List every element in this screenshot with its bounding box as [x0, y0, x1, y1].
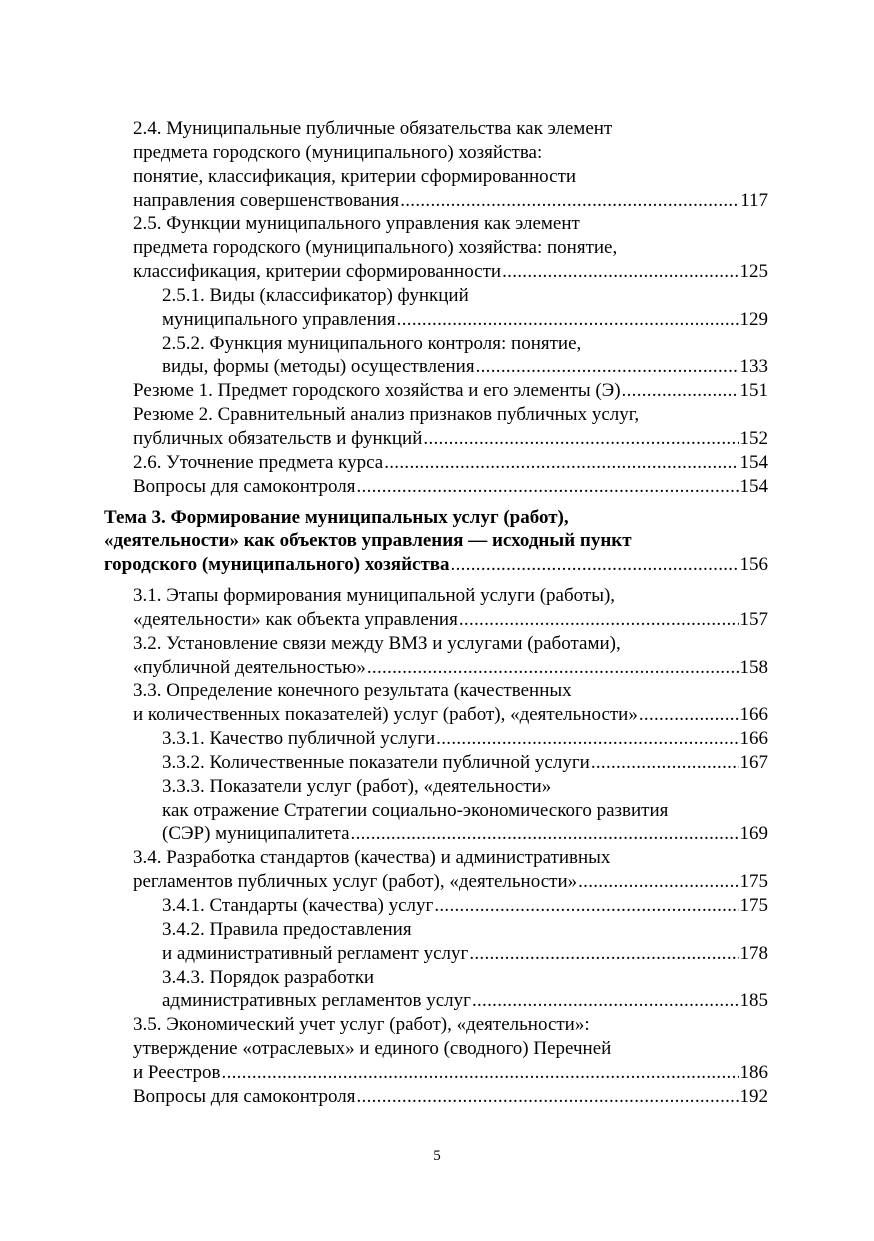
- toc-entry-line: административных регламентов услуг: [162, 990, 471, 1012]
- toc-entry-line: 3.1. Этапы формирования муниципальной услуги (работы),: [133, 585, 616, 607]
- dot-leader: [436, 727, 738, 751]
- toc-entry-line: и Реестров: [133, 1061, 221, 1083]
- dot-leader: [367, 656, 739, 680]
- toc-entry-last-line: [162, 989, 768, 1013]
- toc-entry-last-line: [162, 822, 768, 846]
- toc-entry-last-line: [162, 355, 768, 379]
- toc-entry-line: предмета городского (муниципального) хозяйства:: [133, 141, 543, 163]
- dot-leader: [423, 427, 738, 451]
- toc-page-number: 169: [739, 823, 768, 845]
- toc-entry-line: 2.5. Функции муниципального управления как элемент: [133, 213, 580, 235]
- dot-leader: [469, 942, 738, 966]
- toc-entry-last-line: [133, 608, 768, 632]
- dot-leader: [502, 260, 738, 284]
- toc-page-number: 158: [739, 656, 768, 678]
- toc-page-number: 185: [739, 990, 768, 1012]
- dot-leader: [222, 1061, 739, 1085]
- toc-page-number: 192: [739, 1085, 768, 1107]
- toc-page-number: 166: [739, 728, 768, 750]
- toc-entry-last-line: [162, 308, 768, 332]
- toc-entry-line: 3.2. Установление связи между ВМЗ и услугами (работами),: [133, 632, 621, 654]
- toc-entry: [162, 284, 768, 332]
- dot-leader: [639, 703, 739, 727]
- toc-entry: [133, 403, 768, 451]
- toc-entry-line: направления совершенствования: [133, 189, 400, 211]
- dot-leader: [622, 379, 739, 403]
- toc-page-number: 117: [740, 189, 768, 211]
- toc-entry-last-line: [133, 260, 768, 284]
- dot-leader: [591, 751, 739, 775]
- toc-entry-line: 2.5.2. Функция муниципального контроля: понятие,: [162, 332, 582, 354]
- toc-entry: [133, 846, 768, 894]
- toc-entry-line: предмета городского (муниципального) хозяйства: понятие,: [133, 237, 618, 259]
- toc-entry: [162, 775, 768, 847]
- dot-leader: [472, 989, 739, 1013]
- toc-entry: [133, 1013, 768, 1085]
- toc-page-number: 157: [739, 608, 768, 630]
- toc-entry-last-line: [133, 451, 768, 475]
- toc-entry-last-line: [133, 379, 768, 403]
- dot-leader: [356, 1085, 738, 1109]
- toc-entry-line: 3.4.1. Стандарты (качества) услуг: [162, 895, 434, 916]
- toc-entry: [162, 751, 768, 775]
- toc-page-number: 186: [739, 1061, 768, 1083]
- toc-page-number: 125: [739, 261, 768, 283]
- dot-leader: [459, 608, 739, 632]
- toc-entry-last-line: [133, 870, 768, 894]
- toc-entry: [133, 1085, 768, 1109]
- toc-page-number: 133: [739, 356, 768, 378]
- toc-entry-line: 3.3. Определение конечного результата (качественных: [133, 680, 572, 702]
- toc-page-number: 178: [739, 942, 768, 964]
- toc-page-number: 175: [739, 871, 768, 893]
- toc-entry: [162, 966, 768, 1014]
- toc-entry: [133, 379, 768, 403]
- toc-entry: [133, 584, 768, 632]
- toc-page-number: 166: [739, 704, 768, 726]
- toc-entry-line: классификация, критерии сформированности: [133, 261, 502, 283]
- dot-leader: [434, 894, 738, 918]
- toc-entry-line: 3.4.2. Правила предоставления: [162, 918, 412, 940]
- toc-entry-line: Резюме 1. Предмет городского хозяйства и его элементы (Э): [133, 380, 621, 402]
- toc-entry-line: 3.3.3. Показатели услуг (работ), «деятельности»: [162, 775, 552, 797]
- toc-entry: [133, 679, 768, 727]
- toc-entry-last-line: [162, 942, 768, 966]
- toc-entry: [162, 727, 768, 751]
- toc-entry-line: 2.6. Уточнение предмета курса: [133, 451, 384, 473]
- dot-leader: [476, 355, 739, 379]
- toc-entry-line: (СЭР) муниципалитета: [162, 823, 350, 845]
- toc-entry: [162, 332, 768, 380]
- page-number: 5: [433, 1148, 441, 1164]
- dot-leader: [400, 189, 739, 213]
- toc-entry-last-line: [162, 894, 768, 918]
- toc-entry-last-line: [133, 656, 768, 680]
- toc-entry-line: и количественных показателей) услуг (работ), «деятельности»: [133, 704, 638, 726]
- dot-leader: [356, 475, 738, 499]
- toc-page-number: 154: [739, 475, 768, 497]
- toc-entry-line: понятие, классификация, критерии сформированности: [133, 165, 577, 187]
- toc-page-number: 167: [739, 751, 768, 773]
- toc-entry-line: 3.3.1. Качество публичной услуги: [162, 728, 436, 750]
- toc-entry-last-line: [133, 703, 768, 727]
- dot-leader: [384, 451, 738, 475]
- toc-entry-line: Резюме 2. Сравнительный анализ признаков публичных услуг,: [133, 404, 640, 426]
- toc-entry-line: 3.4. Разработка стандартов (качества) и административных: [133, 847, 611, 869]
- dot-leader: [397, 308, 739, 332]
- toc-entry-line: 3.5. Экономический учет услуг (работ), «деятельности»:: [133, 1014, 590, 1036]
- toc-entry: [133, 117, 768, 212]
- toc-entry-line: «деятельности» как объектов управления — исходный пункт: [104, 530, 632, 552]
- toc-page-number: 129: [739, 308, 768, 330]
- toc-entry-line: «публичной деятельностью»: [133, 656, 366, 678]
- toc-entry-line: виды, формы (методы) осуществления: [162, 356, 475, 378]
- toc-entry: [162, 894, 768, 918]
- toc-entry-last-line: [133, 189, 768, 213]
- toc-entry-line: 3.4.3. Порядок разработки: [162, 966, 375, 988]
- toc-page-number: 156: [739, 554, 768, 576]
- toc-entry-line: регламентов публичных услуг (работ), «деятельности»: [133, 871, 578, 893]
- dot-leader: [351, 822, 739, 846]
- toc-entry-line: публичных обязательств и функций: [133, 427, 423, 449]
- toc-entry-line: 3.3.2. Количественные показатели публичной услуги: [162, 751, 590, 773]
- toc-entry-line: городского (муниципального) хозяйства: [104, 554, 450, 576]
- toc-entry-last-line: [162, 727, 768, 751]
- toc-page-number: 151: [739, 380, 768, 402]
- toc-entry: [133, 632, 768, 680]
- toc-entry-last-line: [104, 553, 768, 577]
- toc-entry: [162, 918, 768, 966]
- toc-topic-heading: [104, 506, 768, 578]
- toc-entry-line: и административный регламент услуг: [162, 942, 469, 964]
- toc-entry: [133, 212, 768, 284]
- toc-entry-line: 2.4. Муниципальные публичные обязательства как элемент: [133, 118, 613, 139]
- toc-page-number: 175: [739, 895, 768, 916]
- toc-entry-line: Вопросы для самоконтроля: [133, 475, 356, 497]
- toc-page-number: 152: [739, 427, 768, 449]
- toc-entry: [133, 451, 768, 475]
- dot-leader: [578, 870, 738, 894]
- toc-entry-line: Вопросы для самоконтроля: [133, 1085, 356, 1107]
- toc-entry-line: «деятельности» как объекта управления: [133, 608, 458, 630]
- table-of-contents: [0, 117, 874, 1109]
- toc-entry-last-line: [133, 427, 768, 451]
- toc-entry-last-line: [133, 475, 768, 499]
- toc-entry-last-line: [133, 1061, 768, 1085]
- toc-entry-line: Тема 3. Формирование муниципальных услуг (работ),: [104, 506, 569, 528]
- toc-entry-line: 2.5.1. Виды (классификатор) функций: [162, 284, 469, 306]
- toc-entry-last-line: [133, 1085, 768, 1109]
- toc-entry-line: муниципального управления: [162, 308, 396, 330]
- toc-page-number: 154: [739, 451, 768, 473]
- toc-entry-line: утверждение «отраслевых» и единого (сводного) Перечней: [133, 1038, 612, 1060]
- toc-entry-last-line: [162, 751, 768, 775]
- toc-entry-line: как отражение Стратегии социально-экономического развития: [162, 799, 669, 821]
- dot-leader: [451, 553, 739, 577]
- toc-entry: [133, 475, 768, 499]
